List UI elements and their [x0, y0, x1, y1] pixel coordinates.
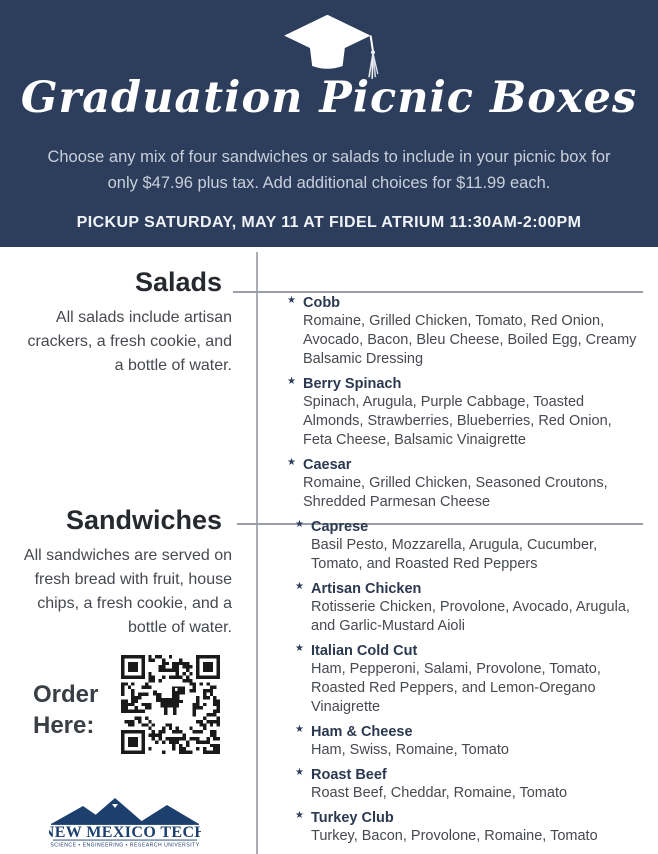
- item-name: Ham & Cheese: [311, 724, 413, 740]
- offer-description: Choose any mix of four sandwiches or salads to include in your picnic box for only $47.96 plus tax. Add additional choices for $11.99 each.: [47, 148, 611, 192]
- vertical-divider: [256, 252, 258, 854]
- order-here-label: Order Here:: [33, 681, 99, 739]
- star-icon: ★: [295, 519, 304, 530]
- menu-item-turkey-club: [296, 809, 644, 846]
- item-name: Caesar: [303, 457, 352, 473]
- item-name: Turkey Club: [311, 810, 394, 826]
- item-name: Caprese: [311, 519, 369, 535]
- star-icon: ★: [287, 376, 296, 387]
- menu-item-caesar: [288, 456, 644, 512]
- item-description: Ham, Swiss, Romaine, Tomato: [311, 742, 509, 758]
- item-name: Berry Spinach: [303, 376, 402, 392]
- salads-note: All salads include artisan crackers, a fresh cookie, and a bottle of water.: [27, 309, 232, 374]
- menu-item-cobb: [288, 294, 644, 369]
- item-name: Roast Beef: [311, 767, 387, 783]
- salads-heading: Salads: [134, 267, 222, 297]
- item-description: Romaine, Grilled Chicken, Seasoned Croutons, Shredded Parmesan Cheese: [303, 475, 608, 510]
- sandwiches-note: All sandwiches are served on fresh bread with fruit, house chips, a fresh cookie, and a bottle of water.: [23, 547, 232, 636]
- star-icon: ★: [295, 643, 304, 654]
- star-icon: ★: [295, 767, 304, 778]
- menu-item-berry-spinach: [288, 375, 644, 450]
- page-title: Graduation Picnic Boxes: [20, 73, 638, 123]
- menu-body: [0, 247, 658, 854]
- item-description: Romaine, Grilled Chicken, Tomato, Red Onion, Avocado, Bacon, Bleu Cheese, Boiled Egg, Creamy Balsamic Dressing: [303, 313, 637, 367]
- star-icon: ★: [295, 810, 304, 821]
- star-icon: ★: [295, 724, 304, 735]
- pickup-info: PICKUP SATURDAY, MAY 11 AT FIDEL ATRIUM 11:30AM-2:00PM: [76, 214, 582, 231]
- logo-name: NEW MEXICO TECH: [49, 824, 201, 841]
- item-name: Artisan Chicken: [311, 581, 422, 597]
- menu-item-roast-beef: [296, 766, 644, 803]
- salads-group: [288, 294, 644, 512]
- sandwiches-heading: Sandwiches: [65, 505, 222, 535]
- star-icon: ★: [295, 581, 304, 592]
- logo-tagline: SCIENCE • ENGINEERING • RESEARCH UNIVERSITY: [50, 842, 200, 849]
- item-description: Basil Pesto, Mozzarella, Arugula, Cucumber, Tomato, and Roasted Red Peppers: [311, 537, 598, 572]
- item-name: Italian Cold Cut: [311, 643, 418, 659]
- new-mexico-tech-logo: [49, 794, 201, 850]
- menu-item-caprese: [296, 518, 644, 574]
- item-description: Roast Beef, Cheddar, Romaine, Tomato: [311, 785, 568, 801]
- menu-item-italian-cold-cut: [296, 642, 644, 717]
- item-name: Cobb: [303, 295, 341, 311]
- item-description: Ham, Pepperoni, Salami, Provolone, Tomato, Roasted Red Peppers, and Lemon-Oregano Vinaigrette: [311, 661, 601, 715]
- menu-list: [288, 294, 644, 852]
- star-icon: ★: [287, 295, 296, 306]
- menu-item-artisan-chicken: [296, 580, 644, 636]
- item-description: Rotisserie Chicken, Provolone, Avocado, Arugula, and Garlic-Mustard Aioli: [311, 599, 630, 634]
- item-description: Spinach, Arugula, Purple Cabbage, Toasted Almonds, Strawberries, Blueberries, Red Onion, Feta Cheese, Balsamic Vinaigrette: [303, 394, 612, 448]
- qr-code: [121, 655, 220, 754]
- sandwiches-group: [296, 518, 644, 846]
- salads-rule: [233, 291, 643, 293]
- star-icon: ★: [287, 457, 296, 468]
- item-description: Turkey, Bacon, Provolone, Romaine, Tomato: [311, 828, 598, 844]
- header-banner: [0, 0, 658, 247]
- menu-item-ham-cheese: [296, 723, 644, 760]
